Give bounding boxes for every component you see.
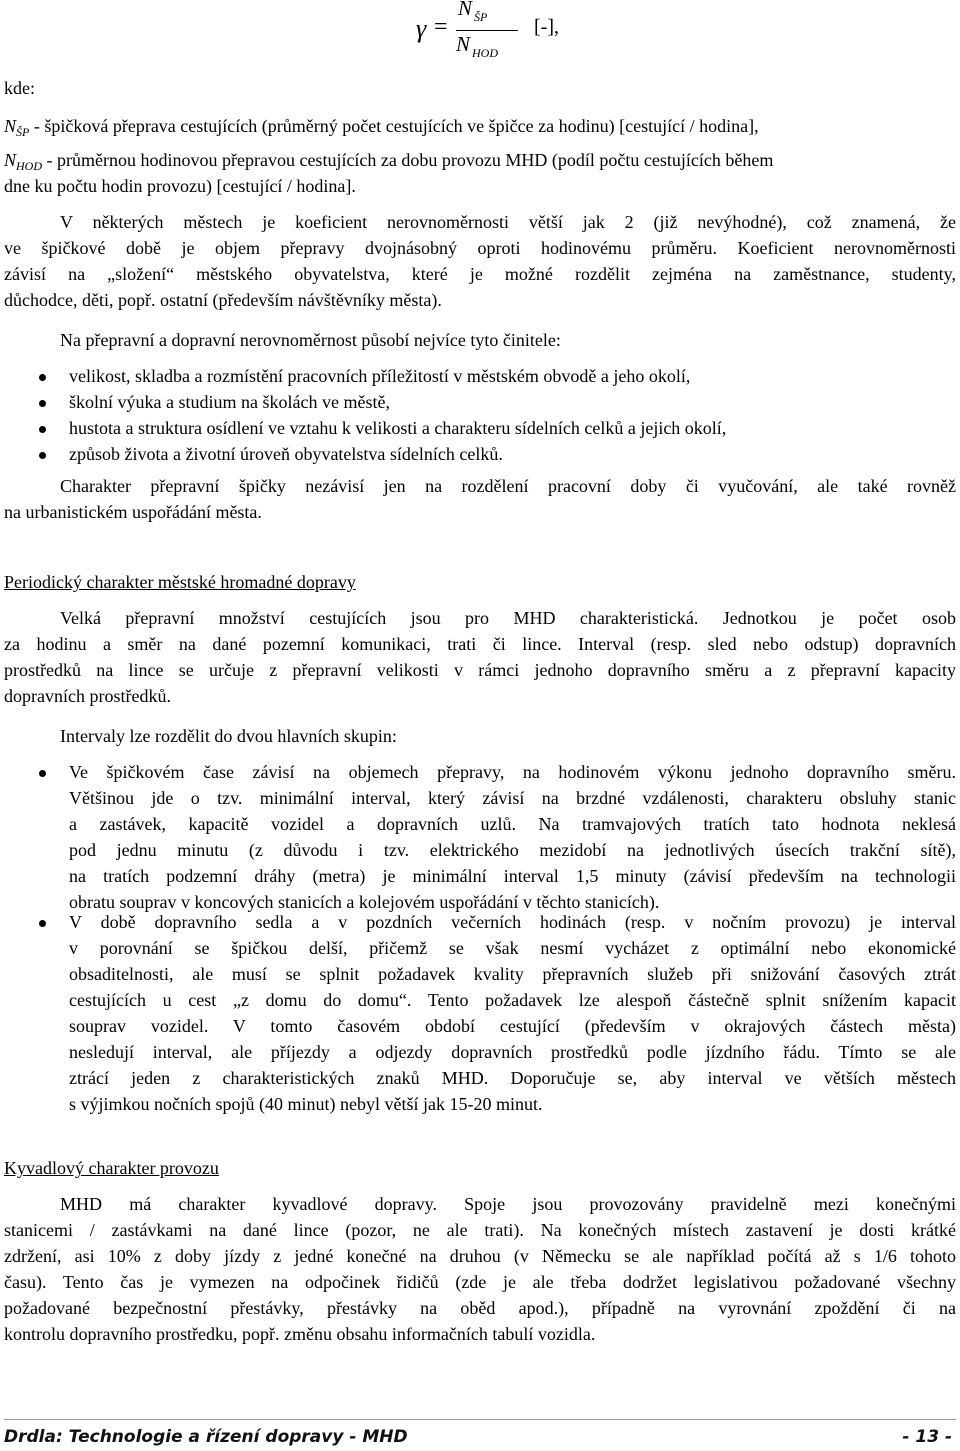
section-heading: Kyvadlový charakter provozu (4, 1158, 219, 1178)
section-heading: Periodický charakter městské hromadné dopravy (4, 572, 356, 592)
list-item-cont: v porovnání se špičkou delší, přičemž se však nesmí vycházet z optimální nebo ekonomické (69, 938, 956, 958)
paragraph-line: prostředků na lince se určuje z přepravní velikosti v rámci jednoho dopravního směru a z přepravní kapacity (4, 660, 956, 680)
paragraph-line: ve špičkové době je objem přepravy dvojnásobný oproti hodinovému průměru. Koeficient nerovnoměrnosti (4, 238, 956, 258)
bullet-dot (39, 452, 46, 459)
definition-hourly: $N_{HOD}$ - průměrnou hodinovou přepravou cestujících za dobu provozu MHD (podíl počtu cestujících během (4, 150, 774, 173)
paragraph-line: za hodinu a směr na dané pozemní komunikaci, trati či lince. Interval (resp. sled nebo odstup) dopravních (4, 634, 956, 654)
factors-intro: Na přepravní a dopravní nerovnoměrnost působí nejvíce tyto činitele: (60, 330, 561, 350)
definition-peak: $N_{ŠP}$ - špičková přeprava cestujících (průměrný počet cestujících ve špičce za hodinu) [cestující / hodina], (4, 116, 759, 139)
list-item: Ve špičkovém čase závisí na objemech přepravy, na hodinovém výkonu jednoho dopravního směru. (69, 762, 956, 782)
list-item: velikost, skladba a rozmístění pracovních příležitostí v městském obvodě a jeho okolí, (69, 366, 691, 386)
where-label: kde: (4, 78, 35, 98)
list-item-cont: na tratích podzemní dráhy (metra) je minimální interval 1,5 minuty (závisí především na technologii (69, 866, 956, 886)
formula-denominator: N $_{HOD}$ (456, 32, 499, 60)
list-item-cont: obratu souprav v koncových stanicích a kolejovém uspořádání v těchto stanicích). (69, 892, 660, 912)
paragraph-line: závisí na „složení“ městského obyvatelstva, které je možné rozdělit zejména na zaměstnance, studenty, (4, 264, 956, 284)
bullet-dot (39, 770, 46, 777)
list-item-cont: Většinou jde o tzv. minimální interval, který závisí na brzdné vzdálenosti, charakteru obsluhy stanic (69, 788, 956, 808)
formula-unit: [-], (534, 16, 559, 38)
page-footer (4, 1427, 956, 1447)
paragraph-line: Velká přepravní množství cestujících jsou pro MHD charakteristická. Jednotkou je počet osob (60, 608, 956, 628)
list-item-cont: ztrácí jeden z charakteristických znaků MHD. Doporučuje se, aby interval ve větších městech (69, 1068, 956, 1088)
paragraph-line: na urbanistickém uspořádání města. (4, 502, 262, 522)
bullet-dot (39, 374, 46, 381)
paragraph-line: požadované bezpečnostní přestávky, přestávky na oběd apod.), případně na vyrovnání zpoždění či na (4, 1298, 956, 1318)
paragraph-line: zdržení, asi 10% z doby jízdy z jedné konečné na druhou (v Německu se ale například počítá až s 1/6 tohoto (4, 1246, 956, 1266)
list-item-cont: pod jednu minutu (z důvodu i tzv. elektrického mezidobí na jednotlivých úsecích trakční sítě), (69, 840, 956, 860)
list-item-cont: nesledují interval, ale příjezdy a odjezdy dopravních prostředků podle jízdního řádu. Tímto se ale (69, 1042, 956, 1062)
list-item-cont: s výjimkou nočních spojů (40 minut) nebyl větší jak 15-20 minut. (69, 1094, 543, 1114)
definition-hourly-cont: dne ku počtu hodin provozu) [cestující / hodina]. (4, 176, 356, 196)
paragraph-line: kontrolu dopravního prostředku, popř. změnu obsahu informačních tabulí vozidla. (4, 1324, 596, 1344)
fraction-bar (456, 30, 518, 31)
list-item-cont: obsaditelnosti, ale musí se splnit požadavek kvality přepravních služeb při snižování časových ztrát (69, 964, 956, 984)
bullet-dot (39, 400, 46, 407)
list-item-cont: souprav vozidel. V tomto časovém období cestující (především v okrajových částech města) (69, 1016, 956, 1036)
formula-gamma: γ (416, 14, 427, 43)
paragraph-line: času). Tento čas je vymezen na odpočinek řidičů (zde je ale třeba dodržet legislativou požadované všechny (4, 1272, 956, 1292)
list-item: způsob života a životní úroveň obyvatelstva sídelních celků. (69, 444, 503, 464)
ratio-formula (416, 0, 616, 64)
intervals-intro: Intervaly lze rozdělit do dvou hlavních skupin: (60, 726, 397, 746)
paragraph-line: MHD má charakter kyvadlové dopravy. Spoje jsou provozovány pravidelně mezi konečnými (60, 1194, 956, 1214)
paragraph-line: dopravních prostředků. (4, 686, 171, 706)
bullet-dot (39, 426, 46, 433)
list-item-cont: cestujících u cest „z domu do domu“. Tento požadavek lze alespoň částečně splnit snížením kapacit (69, 990, 956, 1010)
paragraph-line: V některých městech je koeficient nerovnoměrnosti větší jak 2 (již nevýhodné), což znamená, že (60, 212, 956, 232)
list-item: hustota a struktura osídlení ve vztahu k velikosti a charakteru sídelních celků a jejich okolí, (69, 418, 727, 438)
paragraph-line: Charakter přepravní špičky nezávisí jen na rozdělení pracovní doby či vyučování, ale také rovněž (60, 476, 956, 496)
formula-equals: = (434, 14, 448, 40)
list-item: školní výuka a studium na školách ve městě, (69, 392, 390, 412)
footer-title: Drdla: Technologie a řízení dopravy - MHD (4, 1427, 408, 1447)
bullet-dot (39, 920, 46, 927)
paragraph-line: stanicemi / zastávkami na dané lince (pozor, ne ale trati). Na konečných místech zastavení je dosti krátké (4, 1220, 956, 1240)
paragraph-line: důchodce, děti, popř. ostatní (především návštěvníky města). (4, 290, 442, 310)
list-item: V době dopravního sedla a v pozdních večerních hodinách (resp. v nočním provozu) je interval (69, 912, 956, 932)
list-item-cont: a zastávek, kapacitě vozidel a dopravních uzlů. Na tramvajových tratích tato hodnota neklesá (69, 814, 956, 834)
formula-numerator: N $_{ŠP}$ (458, 0, 488, 24)
page-number: - 13 - (902, 1427, 952, 1447)
footer-divider (4, 1419, 956, 1420)
